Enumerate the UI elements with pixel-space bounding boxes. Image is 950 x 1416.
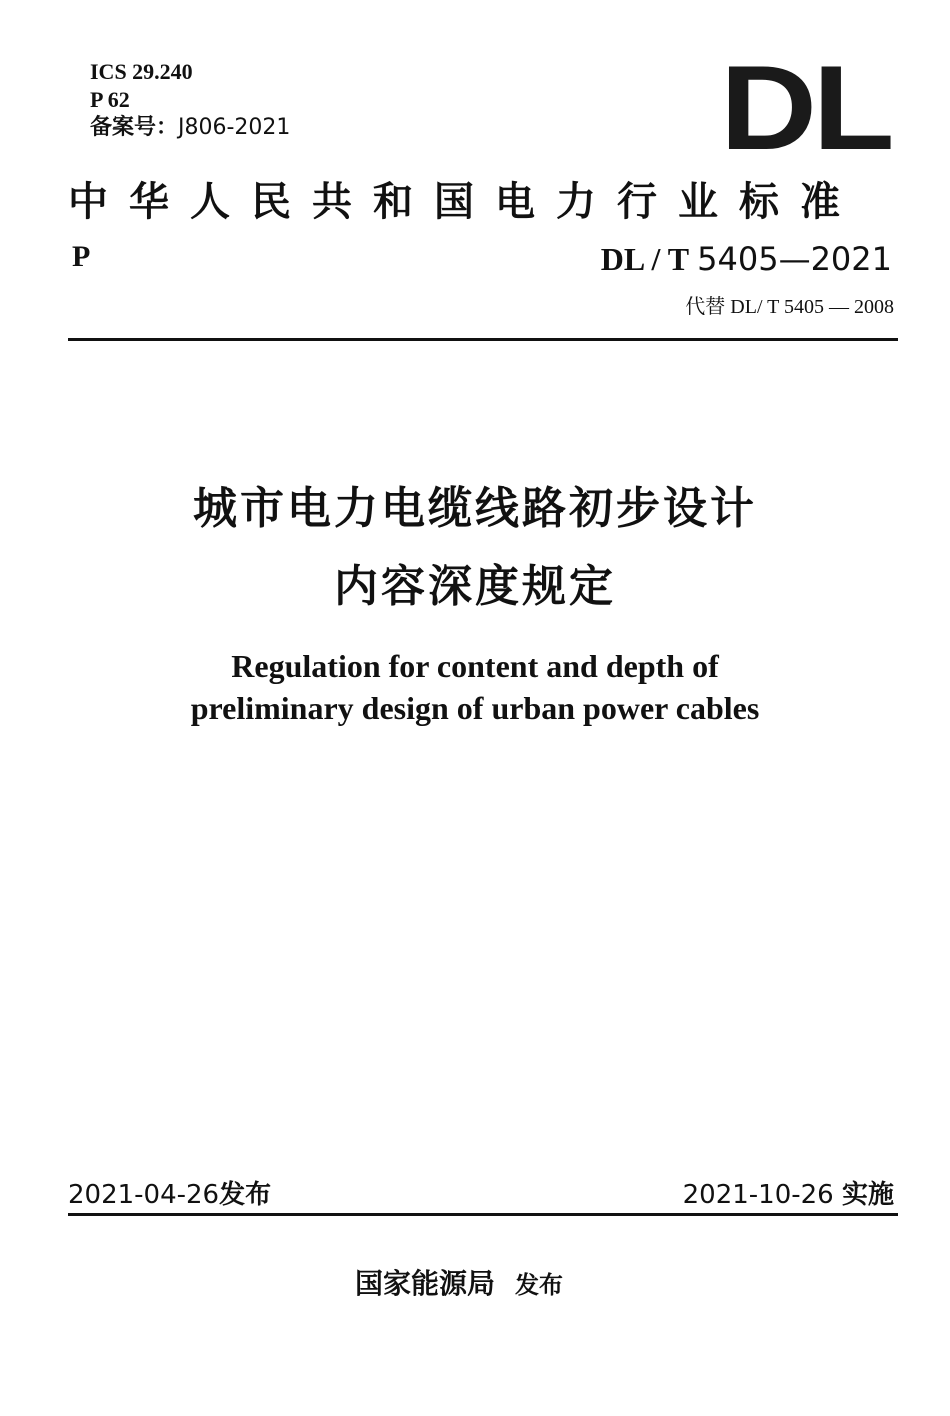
publisher [355, 1262, 563, 1302]
issue-date [68, 1174, 271, 1211]
replaces-note: 代替 DL/ T 5405 — 2008 [685, 296, 894, 318]
filing-value: J806-2021 [178, 115, 291, 140]
filing-label: 备案号： [90, 115, 179, 140]
filing-number [90, 114, 290, 142]
publisher-action: 发布 [515, 1271, 564, 1299]
standard-name: 中华人民共和国电力行业标准 [68, 179, 861, 224]
ccs-number: P 62 [90, 87, 130, 112]
ics-number: ICS 29.240 [90, 59, 193, 84]
issue-date-suffix: 发布 [219, 1180, 272, 1210]
bottom-divider [68, 1213, 898, 1216]
effective-date-suffix: 实施 [841, 1180, 894, 1210]
standard-code [601, 240, 892, 278]
effective-date-value: 2021-10-26 [682, 1180, 834, 1210]
publisher-name: 国家能源局 [355, 1269, 496, 1300]
title-chinese-line2: 内容深度规定 [334, 561, 616, 612]
classification-letter: P [72, 240, 91, 273]
dl-logo: DL [720, 41, 891, 175]
code-prefix: DL / T [600, 241, 690, 277]
document-metadata [90, 58, 290, 142]
title-english-line1: Regulation for content and depth of [231, 648, 719, 684]
code-number: 5405—2021 [697, 240, 892, 278]
effective-date [683, 1174, 894, 1211]
title-english-line2: preliminary design of urban power cables [190, 690, 760, 726]
top-divider [68, 338, 898, 341]
issue-date-value: 2021-04-26 [68, 1180, 220, 1210]
title-chinese-line1: 城市电力电缆线路初步设计 [193, 483, 757, 534]
